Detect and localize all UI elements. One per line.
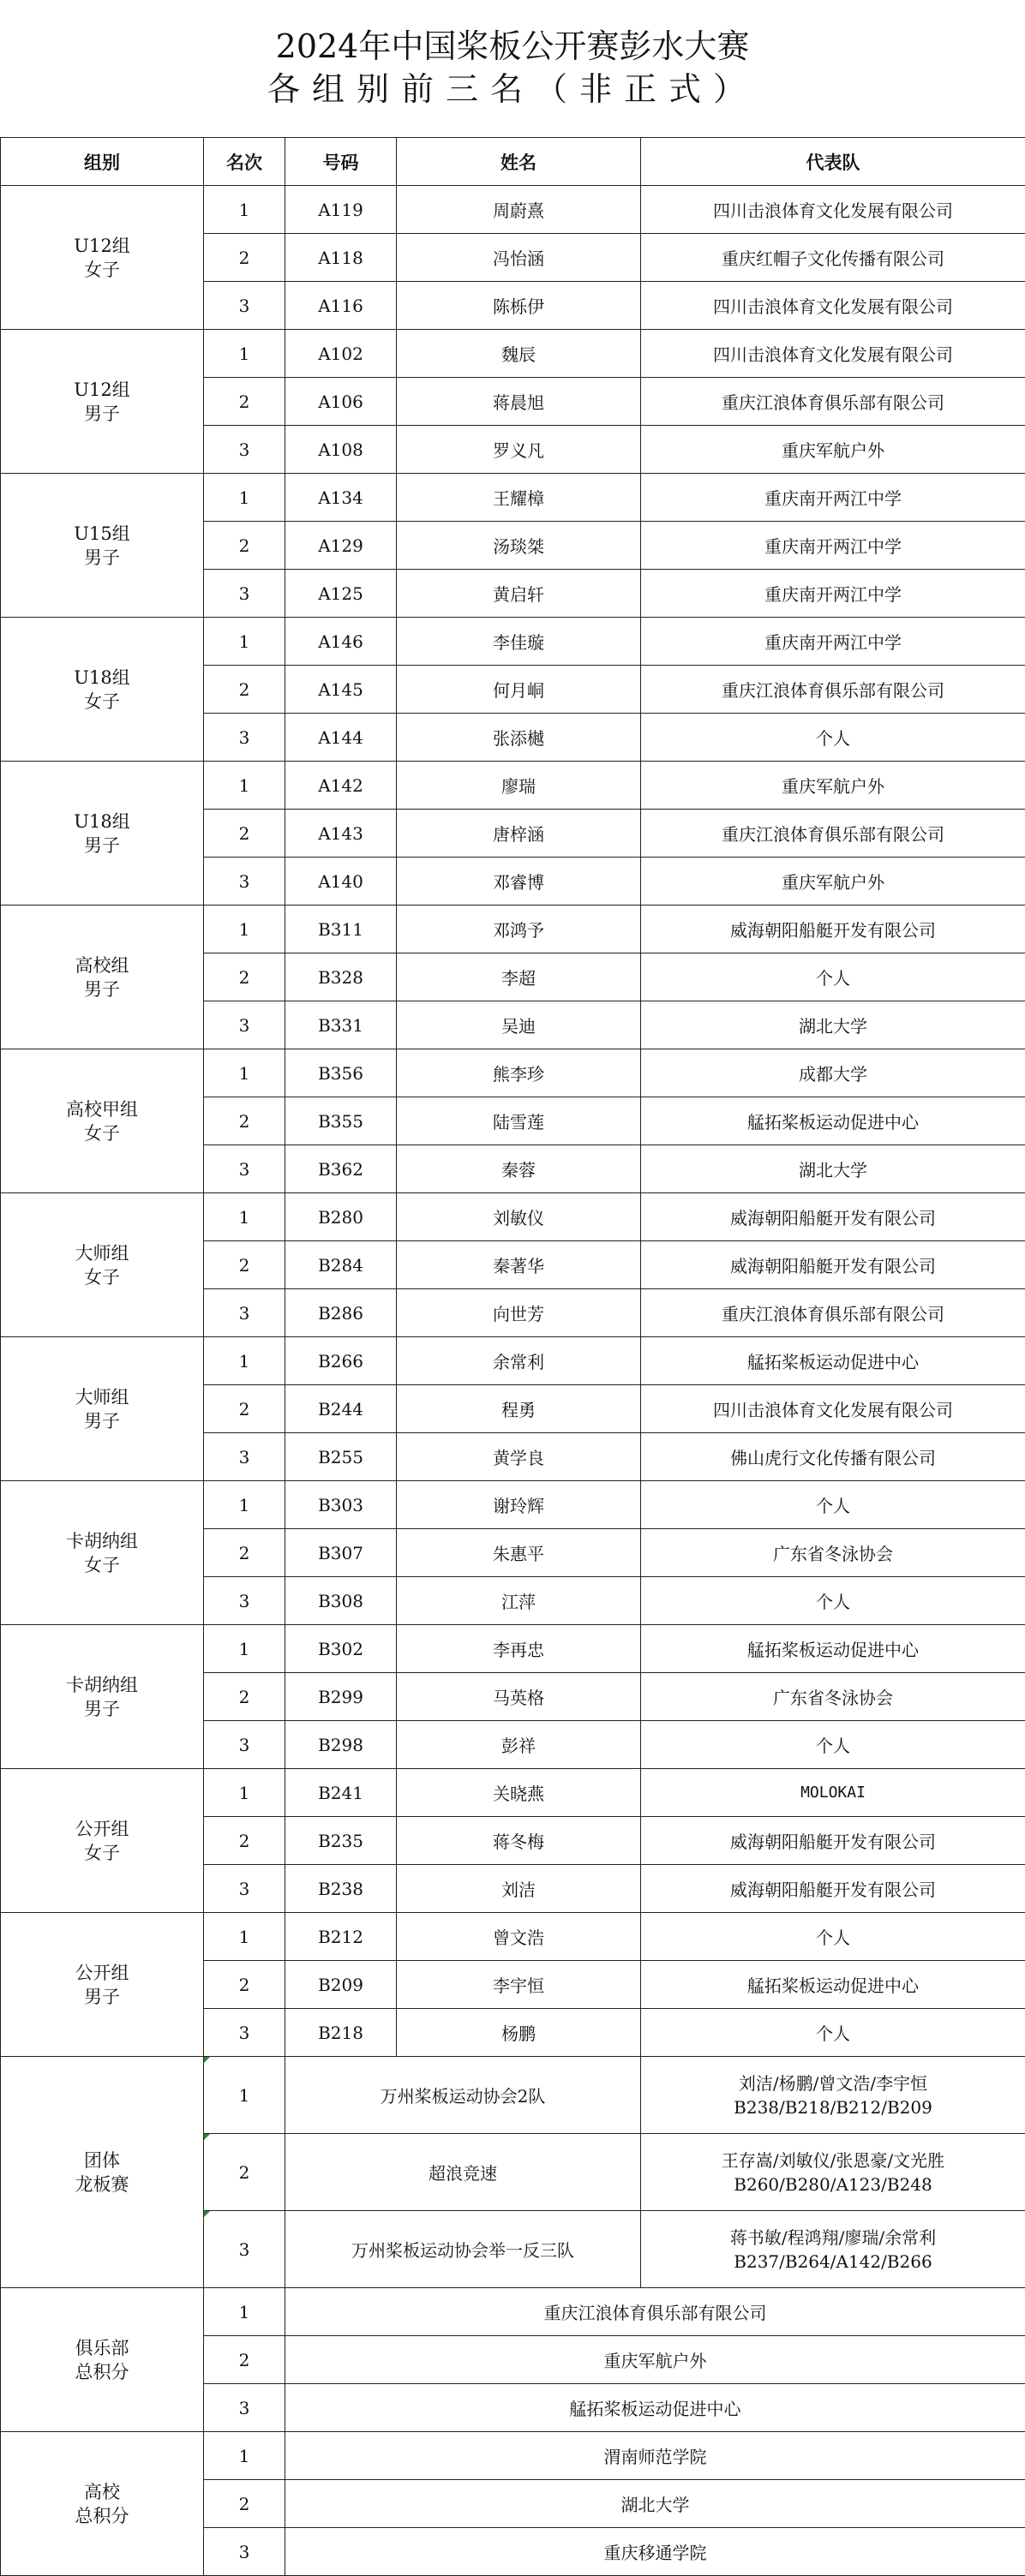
name-cell: 张添樾 — [397, 714, 641, 762]
team-cell: 重庆南开两江中学 — [641, 522, 1025, 570]
results-table — [0, 137, 1025, 2576]
group-label-line: 公开组 — [1, 1961, 203, 1985]
number-cell: A144 — [285, 714, 397, 762]
name-cell: 程勇 — [397, 1385, 641, 1433]
group-label-cell — [1, 905, 204, 1049]
rank-cell: 3 — [204, 2211, 285, 2288]
rank-cell: 2 — [204, 1097, 285, 1145]
number-cell: B356 — [285, 1049, 397, 1097]
number-cell: A146 — [285, 618, 397, 666]
name-cell: 邓睿博 — [397, 858, 641, 905]
rank-cell: 2 — [204, 234, 285, 282]
group-label-cell — [1, 2432, 204, 2576]
number-cell: B302 — [285, 1625, 397, 1673]
number-cell: B266 — [285, 1337, 397, 1385]
group-label-cell — [1, 186, 204, 330]
name-cell: 向世芳 — [397, 1289, 641, 1337]
number-cell: A134 — [285, 474, 397, 522]
rank-cell: 3 — [204, 1721, 285, 1769]
number-cell: B209 — [285, 1961, 397, 2009]
team-cell: 个人 — [641, 1721, 1025, 1769]
members-cell — [641, 2211, 1025, 2288]
number-cell: B241 — [285, 1769, 397, 1817]
team-cell: 佛山虎行文化传播有限公司 — [641, 1433, 1025, 1481]
team-cell: 重庆军航户外 — [641, 426, 1025, 474]
group-label-cell — [1, 2288, 204, 2432]
rank-cell: 3 — [204, 2528, 285, 2576]
name-cell: 杨鹏 — [397, 2009, 641, 2057]
team-cell: 重庆江浪体育俱乐部有限公司 — [641, 1289, 1025, 1337]
table-row — [1, 1193, 1025, 1241]
rank-cell: 1 — [204, 1625, 285, 1673]
name-cell: 周蔚熹 — [397, 186, 641, 234]
header-group: 组别 — [1, 138, 204, 186]
rank-cell: 2 — [204, 666, 285, 714]
number-cell: B308 — [285, 1577, 397, 1625]
results-body — [1, 186, 1025, 2576]
rank-cell: 1 — [204, 2432, 285, 2480]
members-cell — [641, 2057, 1025, 2134]
group-label-line: 总积分 — [1, 2504, 203, 2528]
title-block — [0, 0, 1025, 137]
group-label-line: 女子 — [1, 1553, 203, 1577]
name-cell: 李佳璇 — [397, 618, 641, 666]
header-row — [1, 138, 1025, 186]
group-label-line: 男子 — [1, 1697, 203, 1721]
table-row — [1, 618, 1025, 666]
group-label-line: 卡胡纳组 — [1, 1673, 203, 1697]
number-cell: B307 — [285, 1529, 397, 1577]
number-cell: B362 — [285, 1145, 397, 1193]
rank-cell: 3 — [204, 1145, 285, 1193]
number-cell: B355 — [285, 1097, 397, 1145]
number-cell: B244 — [285, 1385, 397, 1433]
rank-cell: 3 — [204, 570, 285, 618]
rank-cell: 2 — [204, 953, 285, 1001]
name-cell: 罗义凡 — [397, 426, 641, 474]
name-cell: 朱惠平 — [397, 1529, 641, 1577]
name-cell: 江萍 — [397, 1577, 641, 1625]
group-label-line: U12组 — [1, 378, 203, 402]
number-cell: B286 — [285, 1289, 397, 1337]
rank-cell: 2 — [204, 1529, 285, 1577]
rank-cell: 3 — [204, 2009, 285, 2057]
team-cell: 艋拓桨板运动促进中心 — [641, 1097, 1025, 1145]
table-row — [1, 1337, 1025, 1385]
table-row — [1, 474, 1025, 522]
group-label-line: 公开组 — [1, 1817, 203, 1841]
rank-cell: 1 — [204, 186, 285, 234]
group-label-line: 男子 — [1, 402, 203, 426]
team-cell: 重庆江浪体育俱乐部有限公司 — [641, 810, 1025, 858]
team-name-cell: 万州桨板运动协会举一反三队 — [285, 2211, 641, 2288]
team-cell: 个人 — [641, 1913, 1025, 1961]
rank-cell: 2 — [204, 1961, 285, 2009]
team-cell: 四川击浪体育文化发展有限公司 — [641, 282, 1025, 330]
team-cell: 个人 — [641, 2009, 1025, 2057]
rank-cell: 3 — [204, 2384, 285, 2432]
name-cell: 秦蓉 — [397, 1145, 641, 1193]
name-cell: 关晓燕 — [397, 1769, 641, 1817]
team-cell: 威海朝阳船艇开发有限公司 — [641, 1817, 1025, 1865]
header-rank: 名次 — [204, 138, 285, 186]
name-cell: 李超 — [397, 953, 641, 1001]
team-cell: 重庆红帽子文化传播有限公司 — [641, 234, 1025, 282]
number-cell: B284 — [285, 1241, 397, 1289]
table-row — [1, 905, 1025, 953]
number-cell: A140 — [285, 858, 397, 905]
total-team-cell: 重庆移通学院 — [285, 2528, 1025, 2576]
group-label-line: 男子 — [1, 834, 203, 858]
group-label-line: 高校 — [1, 2480, 203, 2504]
name-cell: 陈栎伊 — [397, 282, 641, 330]
team-cell: 重庆南开两江中学 — [641, 474, 1025, 522]
rank-cell: 1 — [204, 1913, 285, 1961]
number-cell: A145 — [285, 666, 397, 714]
name-cell: 刘敏仪 — [397, 1193, 641, 1241]
name-cell: 邓鸿予 — [397, 905, 641, 953]
group-label-line: U12组 — [1, 234, 203, 258]
team-cell: 威海朝阳船艇开发有限公司 — [641, 1865, 1025, 1913]
group-label-cell — [1, 618, 204, 762]
rank-cell: 1 — [204, 1481, 285, 1529]
team-cell: 成都大学 — [641, 1049, 1025, 1097]
team-cell: 四川击浪体育文化发展有限公司 — [641, 1385, 1025, 1433]
group-label-line: 大师组 — [1, 1385, 203, 1409]
rank-cell: 3 — [204, 282, 285, 330]
name-cell: 秦著华 — [397, 1241, 641, 1289]
rank-cell: 2 — [204, 1385, 285, 1433]
name-cell: 黄启轩 — [397, 570, 641, 618]
name-cell: 马英格 — [397, 1673, 641, 1721]
name-cell: 曾文浩 — [397, 1913, 641, 1961]
number-cell: B235 — [285, 1817, 397, 1865]
table-row — [1, 1625, 1025, 1673]
group-label-line: 总积分 — [1, 2360, 203, 2384]
table-row — [1, 1049, 1025, 1097]
rank-cell: 3 — [204, 858, 285, 905]
name-cell: 彭祥 — [397, 1721, 641, 1769]
table-row — [1, 1769, 1025, 1817]
total-team-cell: 渭南师范学院 — [285, 2432, 1025, 2480]
members-line: 蒋书敏/程鸿翔/廖瑞/余常利 — [641, 2226, 1025, 2250]
name-cell: 何月峒 — [397, 666, 641, 714]
rank-cell: 1 — [204, 762, 285, 810]
header-team: 代表队 — [641, 138, 1025, 186]
group-label-cell — [1, 1625, 204, 1769]
rank-cell: 3 — [204, 1433, 285, 1481]
team-cell: MOLOKAI — [641, 1769, 1025, 1817]
rank-cell: 1 — [204, 1769, 285, 1817]
number-cell: B280 — [285, 1193, 397, 1241]
header-name: 姓名 — [397, 138, 641, 186]
number-cell: A143 — [285, 810, 397, 858]
team-cell: 艋拓桨板运动促进中心 — [641, 1337, 1025, 1385]
group-label-cell — [1, 1049, 204, 1193]
rank-cell: 1 — [204, 2057, 285, 2134]
team-name-cell: 超浪竞速 — [285, 2134, 641, 2211]
number-cell: A125 — [285, 570, 397, 618]
rank-cell: 2 — [204, 522, 285, 570]
group-label-cell — [1, 1769, 204, 1913]
rank-cell: 1 — [204, 618, 285, 666]
total-team-cell: 重庆军航户外 — [285, 2336, 1025, 2384]
name-cell: 陆雪莲 — [397, 1097, 641, 1145]
team-cell: 威海朝阳船艇开发有限公司 — [641, 1241, 1025, 1289]
group-label-cell — [1, 1481, 204, 1625]
name-cell: 李宇恒 — [397, 1961, 641, 2009]
team-cell: 四川击浪体育文化发展有限公司 — [641, 186, 1025, 234]
name-cell: 李再忠 — [397, 1625, 641, 1673]
number-cell: B255 — [285, 1433, 397, 1481]
name-cell: 魏辰 — [397, 330, 641, 378]
members-line: 王存嵩/刘敏仪/张恩豪/文光胜 — [641, 2149, 1025, 2173]
rank-cell: 1 — [204, 905, 285, 953]
table-row — [1, 762, 1025, 810]
name-cell: 廖瑞 — [397, 762, 641, 810]
rank-cell: 1 — [204, 1193, 285, 1241]
name-cell: 谢玲辉 — [397, 1481, 641, 1529]
number-cell: B238 — [285, 1865, 397, 1913]
rank-cell: 2 — [204, 1241, 285, 1289]
team-cell: 威海朝阳船艇开发有限公司 — [641, 905, 1025, 953]
total-team-cell: 湖北大学 — [285, 2480, 1025, 2528]
number-cell: B331 — [285, 1001, 397, 1049]
group-label-line: 女子 — [1, 1841, 203, 1865]
team-cell: 个人 — [641, 1577, 1025, 1625]
group-label-line: U18组 — [1, 810, 203, 834]
group-label-line: 高校甲组 — [1, 1097, 203, 1121]
group-label-cell — [1, 1913, 204, 2057]
group-label-line: 男子 — [1, 977, 203, 1001]
rank-cell: 1 — [204, 2288, 285, 2336]
number-cell: B328 — [285, 953, 397, 1001]
number-cell: A118 — [285, 234, 397, 282]
table-row — [1, 1913, 1025, 1961]
group-label-cell — [1, 2057, 204, 2288]
number-cell: A129 — [285, 522, 397, 570]
rank-cell: 3 — [204, 1289, 285, 1337]
group-label-line: U15组 — [1, 522, 203, 546]
rank-cell: 3 — [204, 1001, 285, 1049]
rank-cell: 2 — [204, 2134, 285, 2211]
members-line: 刘洁/杨鹏/曾文浩/李宇恒 — [641, 2071, 1025, 2095]
team-name-cell: 万州桨板运动协会2队 — [285, 2057, 641, 2134]
number-cell: A102 — [285, 330, 397, 378]
name-cell: 熊李珍 — [397, 1049, 641, 1097]
team-cell: 重庆江浪体育俱乐部有限公司 — [641, 666, 1025, 714]
team-cell: 重庆军航户外 — [641, 762, 1025, 810]
group-label-cell — [1, 1193, 204, 1337]
rank-cell: 3 — [204, 714, 285, 762]
rank-cell: 1 — [204, 474, 285, 522]
rank-cell: 1 — [204, 1337, 285, 1385]
group-label-line: 男子 — [1, 1985, 203, 2009]
group-label-cell — [1, 474, 204, 618]
number-cell: B212 — [285, 1913, 397, 1961]
group-label-cell — [1, 330, 204, 474]
number-cell: B303 — [285, 1481, 397, 1529]
group-label-line: U18组 — [1, 666, 203, 690]
name-cell: 汤琰桀 — [397, 522, 641, 570]
team-cell: 艋拓桨板运动促进中心 — [641, 1961, 1025, 2009]
members-line: B260/B280/A123/B248 — [641, 2173, 1025, 2196]
team-cell: 湖北大学 — [641, 1001, 1025, 1049]
team-cell: 艋拓桨板运动促进中心 — [641, 1625, 1025, 1673]
group-label-line: 男子 — [1, 546, 203, 570]
group-label-cell — [1, 762, 204, 905]
number-cell: A116 — [285, 282, 397, 330]
name-cell: 王耀樟 — [397, 474, 641, 522]
team-cell: 四川击浪体育文化发展有限公司 — [641, 330, 1025, 378]
table-row — [1, 186, 1025, 234]
team-cell: 重庆南开两江中学 — [641, 618, 1025, 666]
header-number: 号码 — [285, 138, 397, 186]
name-cell: 冯怡涵 — [397, 234, 641, 282]
group-label-line: 团体 — [1, 2149, 203, 2173]
rank-cell: 3 — [204, 1577, 285, 1625]
group-label-line: 女子 — [1, 258, 203, 282]
team-cell: 重庆南开两江中学 — [641, 570, 1025, 618]
table-row — [1, 1481, 1025, 1529]
number-cell: A106 — [285, 378, 397, 426]
total-row — [1, 2288, 1025, 2336]
number-cell: B298 — [285, 1721, 397, 1769]
group-label-line: 男子 — [1, 1409, 203, 1433]
members-line: B237/B264/A142/B266 — [641, 2250, 1025, 2274]
total-team-cell: 艋拓桨板运动促进中心 — [285, 2384, 1025, 2432]
team-cell: 个人 — [641, 1481, 1025, 1529]
table-row — [1, 330, 1025, 378]
name-cell: 吴迪 — [397, 1001, 641, 1049]
group-label-cell — [1, 1337, 204, 1481]
team-cell: 个人 — [641, 714, 1025, 762]
group-label-line: 女子 — [1, 1265, 203, 1289]
team-cell: 重庆军航户外 — [641, 858, 1025, 905]
rank-cell: 2 — [204, 1817, 285, 1865]
name-cell: 黄学良 — [397, 1433, 641, 1481]
group-label-line: 女子 — [1, 690, 203, 714]
rank-cell: 3 — [204, 1865, 285, 1913]
team-cell: 湖北大学 — [641, 1145, 1025, 1193]
total-row — [1, 2432, 1025, 2480]
number-cell: A119 — [285, 186, 397, 234]
team-cell: 广东省冬泳协会 — [641, 1529, 1025, 1577]
members-line: B238/B218/B212/B209 — [641, 2095, 1025, 2119]
name-cell: 蒋冬梅 — [397, 1817, 641, 1865]
rank-cell: 2 — [204, 378, 285, 426]
rank-cell: 1 — [204, 1049, 285, 1097]
rank-cell: 3 — [204, 426, 285, 474]
team-cell: 广东省冬泳协会 — [641, 1673, 1025, 1721]
number-cell: B311 — [285, 905, 397, 953]
team-cell: 威海朝阳船艇开发有限公司 — [641, 1193, 1025, 1241]
name-cell: 余常利 — [397, 1337, 641, 1385]
team-cell: 个人 — [641, 953, 1025, 1001]
name-cell: 刘洁 — [397, 1865, 641, 1913]
group-label-line: 龙板赛 — [1, 2173, 203, 2196]
members-cell — [641, 2134, 1025, 2211]
total-team-cell: 重庆江浪体育俱乐部有限公司 — [285, 2288, 1025, 2336]
group-label-line: 俱乐部 — [1, 2336, 203, 2360]
rank-cell: 1 — [204, 330, 285, 378]
page-title: 2024年中国桨板公开赛彭水大赛 — [0, 26, 1025, 67]
rank-cell: 2 — [204, 2480, 285, 2528]
page-subtitle: 各组别前三名（非正式） — [0, 69, 1025, 110]
group-label-line: 卡胡纳组 — [1, 1529, 203, 1553]
rank-cell: 2 — [204, 810, 285, 858]
group-label-line: 高校组 — [1, 953, 203, 977]
name-cell: 蒋晨旭 — [397, 378, 641, 426]
number-cell: A142 — [285, 762, 397, 810]
group-label-line: 大师组 — [1, 1241, 203, 1265]
rank-cell: 2 — [204, 1673, 285, 1721]
number-cell: B299 — [285, 1673, 397, 1721]
name-cell: 唐梓涵 — [397, 810, 641, 858]
number-cell: A108 — [285, 426, 397, 474]
group-label-line: 女子 — [1, 1121, 203, 1145]
number-cell: B218 — [285, 2009, 397, 2057]
team-cell: 重庆江浪体育俱乐部有限公司 — [641, 378, 1025, 426]
rank-cell: 2 — [204, 2336, 285, 2384]
team-event-row — [1, 2057, 1025, 2134]
